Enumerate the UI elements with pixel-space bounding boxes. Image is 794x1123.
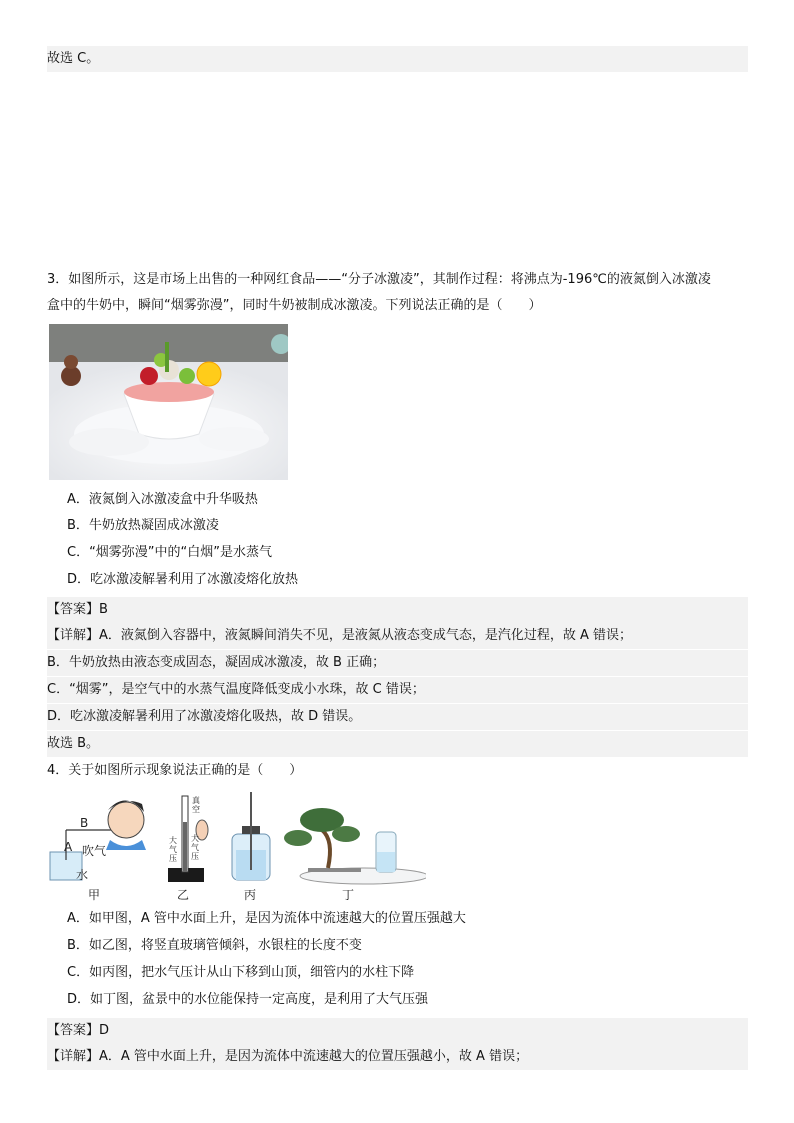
q3-conclusion: 故选 B。 xyxy=(47,731,748,757)
q3-stem-line2: 盒中的牛奶中，瞬间“烟雾弥漫”，同时牛奶被制成冰激凌。下列说法正确的是（ ） xyxy=(47,298,542,313)
q3-option-c: C．“烟雾弥漫”中的“白烟”是水蒸气 xyxy=(67,545,273,560)
label-b: B xyxy=(80,816,89,830)
q3-detail-2: B．牛奶放热由液态变成固态，凝固成冰激凌，故 B 正确； xyxy=(47,650,748,676)
q4-option-a: A．如甲图，A 管中水面上升，是因为流体中流速越大的位置压强越大 xyxy=(67,911,466,926)
q3-answer: 【答案】B xyxy=(47,597,748,623)
q4-option-b: B．如乙图，将竖直玻璃管倾斜，水银柱的长度不变 xyxy=(67,938,362,953)
q4-detail-1: 【详解】A．A 管中水面上升，是因为流体中流速越大的位置压强越小，故 A 错误； xyxy=(47,1044,748,1070)
label-water: 水 xyxy=(76,868,89,882)
label-vacuum: 真空 xyxy=(192,796,200,814)
q4-option-d: D．如丁图，盆景中的水位能保持一定高度，是利用了大气压强 xyxy=(67,992,429,1007)
caption-jia: 甲 xyxy=(88,888,101,902)
q3-option-b: B．牛奶放热凝固成冰激凌 xyxy=(67,518,219,533)
label-atm-right: 大气压 xyxy=(191,834,199,861)
conclusion-prev: 故选 C。 xyxy=(47,46,748,72)
label-atm-left: 大气压 xyxy=(169,836,177,863)
q3-detail-3: C．“烟雾”，是空气中的水蒸气温度降低变成小水珠，故 C 错误； xyxy=(47,677,748,703)
caption-yi: 乙 xyxy=(177,888,190,902)
caption-ding: 丁 xyxy=(342,888,355,902)
q3-detail-4: D．吃冰激凌解暑利用了冰激凌熔化吸热，故 D 错误。 xyxy=(47,704,748,730)
q3-photo-ice-cream xyxy=(49,324,288,480)
label-blow: 吹气 xyxy=(82,844,107,858)
q3-option-a: A．液氮倒入冰激凌盒中升华吸热 xyxy=(67,492,258,507)
q3-stem-line1: 3．如图所示，这是市场上出售的一种网红食品——“分子冰激凌”，其制作过程：将沸点为-196℃的液氮倒入冰激凌 xyxy=(47,272,711,287)
q4-stem: 4．关于如图所示现象说法正确的是（ ） xyxy=(47,763,303,778)
q4-answer: 【答案】D xyxy=(47,1018,748,1044)
q4-option-c: C．如丙图，把水气压计从山下移到山顶，细管内的水柱下降 xyxy=(67,965,415,980)
q3-detail-1: 【详解】A．液氮倒入容器中，液氮瞬间消失不见，是液氮从液态变成气态，是汽化过程，故 A 错误； xyxy=(47,623,748,649)
label-a: A xyxy=(64,840,73,854)
q4-figure xyxy=(46,790,426,900)
caption-bing: 丙 xyxy=(244,888,257,902)
q3-option-d: D．吃冰激凌解暑利用了冰激凌熔化放热 xyxy=(67,572,299,587)
